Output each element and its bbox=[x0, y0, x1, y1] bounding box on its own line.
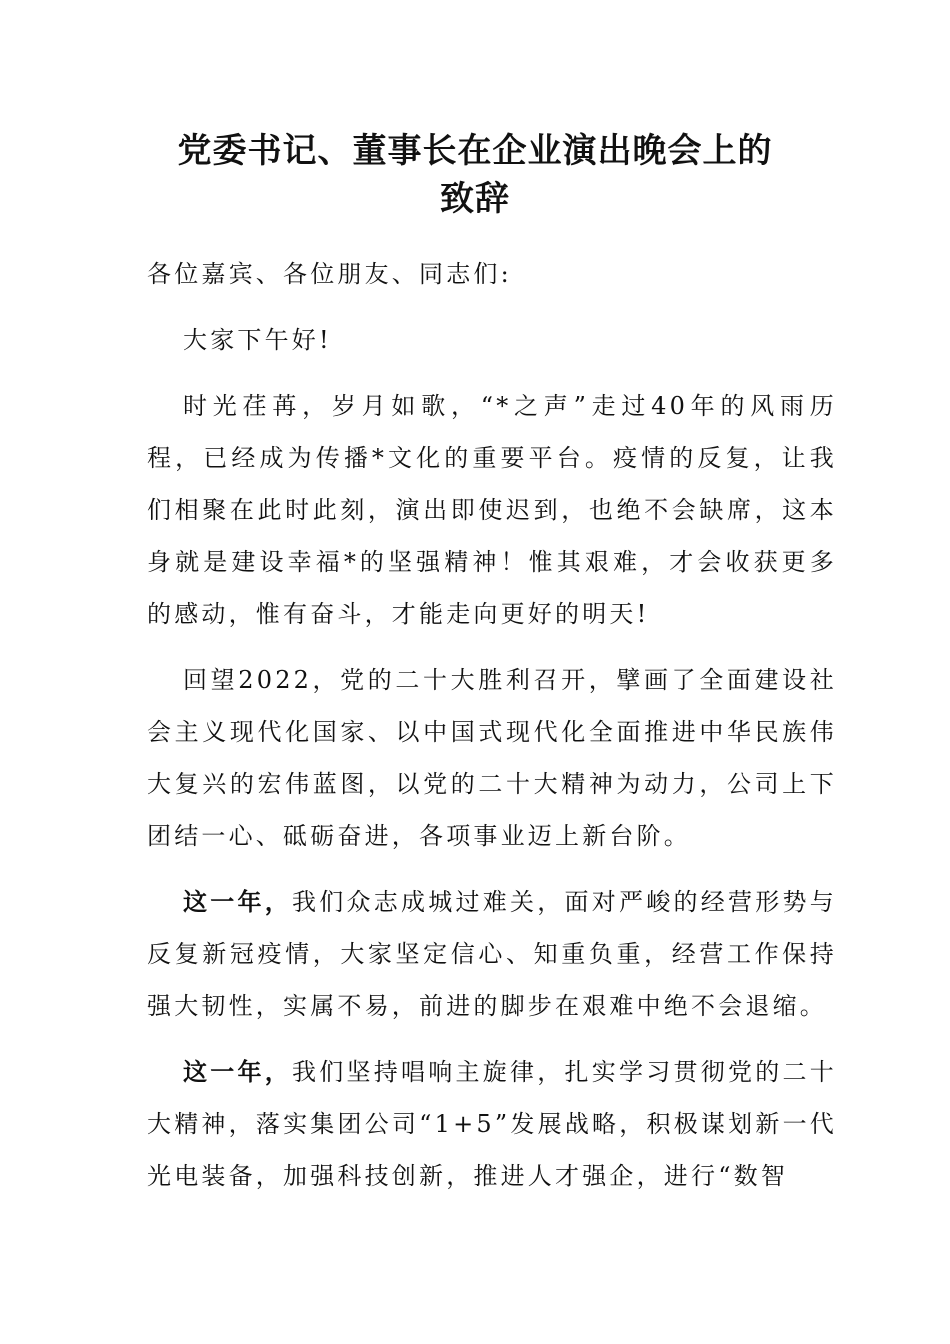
paragraph-4 bbox=[147, 1046, 837, 1202]
paragraph-text: 我们坚持唱响主旋律，扎实学习贯彻党的二十大精神，落实集团公司“1+5”发展战略，积极谋划新一代光电装备，加强科技创新，推进人才强企，进行“数智 bbox=[147, 1058, 837, 1190]
paragraph-1 bbox=[147, 380, 837, 640]
paragraph-text: 回望2022，党的二十大胜利召开，擘画了全面建设社会主义现代化国家、以中国式现代化全面推进中华民族伟大复兴的宏伟蓝图，以党的二十大精神为动力，公司上下团结一心、砥砺奋进，各项事业迈上新台阶。 bbox=[147, 666, 837, 850]
paragraph-2 bbox=[147, 654, 837, 862]
paragraph-text: 我们众志成城过难关，面对严峻的经营形势与反复新冠疫情，大家坚定信心、知重负重，经营工作保持强大韧性，实属不易，前进的脚步在艰难中绝不会退缩。 bbox=[147, 888, 837, 1020]
salutation: 各位嘉宾、各位朋友、同志们: bbox=[147, 260, 512, 288]
paragraph-3 bbox=[147, 876, 837, 1032]
document-body bbox=[147, 248, 837, 1216]
paragraph-lead: 这一年， bbox=[183, 887, 293, 916]
paragraph-text: 时光荏苒，岁月如歌，“*之声”走过40年的风雨历程，已经成为传播*文化的重要平台。疫情的反复，让我们相聚在此时此刻，演出即使迟到，也绝不会缺席，这本身就是建设幸福*的坚强精神！惟其艰难，才会收获更多的感动，惟有奋斗，才能走向更好的明天! bbox=[147, 392, 837, 628]
document-title-line1: 党委书记、董事长在企业演出晚会上的 bbox=[177, 131, 773, 171]
document-title-line2: 致辞 bbox=[440, 179, 510, 219]
paragraph-lead: 这一年， bbox=[183, 1057, 293, 1086]
greeting: 大家下午好! bbox=[183, 326, 332, 354]
